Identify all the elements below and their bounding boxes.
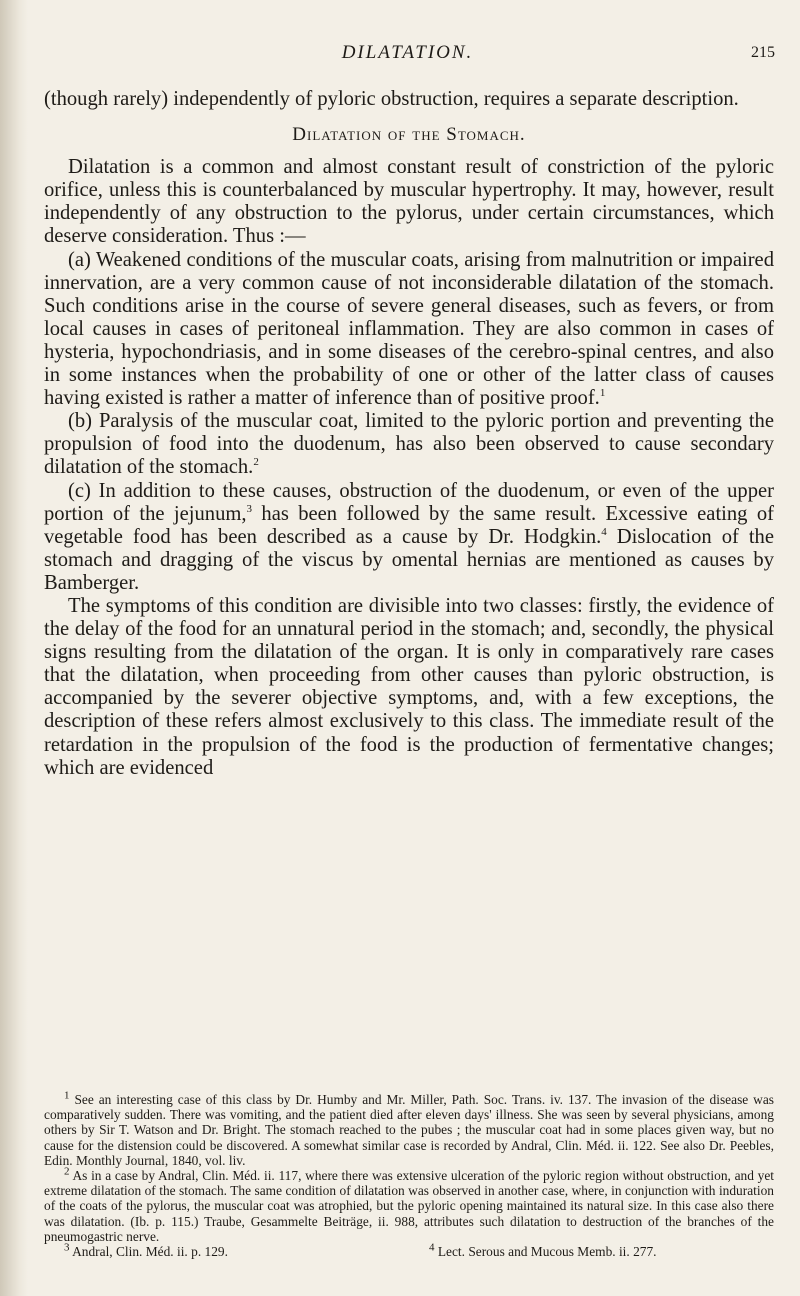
footnote-4-text: Lect. Serous and Mucous Memb. ii. 277. <box>434 1244 657 1260</box>
paragraph-cause-b <box>44 410 774 479</box>
footnote-ref-4: 4 <box>601 525 607 538</box>
main-text <box>44 88 774 780</box>
footnote-2-text: As in a case by Andral, Clin. Méd. ii. 117, where there was extensive ulceration of the pyloric region without obstruction, and yet extreme dilatation of the stomach. The same condition of dilatation was observed in another case, where, in conjunction with induration of the coats of the pylorus, the muscular coat was atrophied, but the pyloric opening maintained its natural size. In this case also there was dilatation. (Ib. p. 115.) Traube, Gesammelte Beiträge, ii. 988, attributes such dilatation to destruction of the branches of the pneumogastric nerve. <box>44 1168 774 1244</box>
footnote-ref-3: 3 <box>246 502 253 515</box>
cause-c-text-1: (c) In addition to these causes, obstruction of the duodenum, or even of the upper portion of the jejunum, <box>44 479 774 525</box>
footnote-1-mark: 1 <box>64 1089 70 1102</box>
footnote-3 <box>44 1241 409 1260</box>
footnote-ref-1: 1 <box>599 387 606 400</box>
footnote-2-mark: 2 <box>64 1165 70 1178</box>
paragraph-cause-a <box>44 249 774 411</box>
footnote-ref-2: 2 <box>253 456 259 469</box>
paragraph-dilatation: Dilatation is a common and almost constant result of constriction of the pyloric orifice, unless this is counterbalanced by muscular hypertrophy. It may, however, result independently of any obstruction to the pylorus, under certain circumstances, which deserve consideration. Thus :— <box>44 156 774 248</box>
paragraph-intro: (though rarely) independently of pyloric obstruction, requires a separate description. <box>44 88 739 110</box>
page-number: 215 <box>751 44 775 61</box>
footnote-4-mark: 4 <box>429 1241 435 1254</box>
cause-a-text: (a) Weakened conditions of the muscular coats, arising from malnutrition or impaired innervation, are a very common cause of not inconsiderable dilatation of the stomach. Such conditions arise in the course of severe general diseases, such as fevers, or from local causes in cases of peritoneal inflammation. They are also common in cases of hysteria, hypochondriasis, and in some diseases of the cerebro-spinal centres, and also in some instances when the probability of one or other of the latter class of causes having existed is rather a matter of inference than of positive proof. <box>44 248 774 410</box>
footnote-row-3-4 <box>44 1241 774 1260</box>
cause-b-text: (b) Paralysis of the muscular coat, limited to the pyloric portion and preventing the propulsion of food into the duodenum, has also been observed to cause secondary dilatation of the stomach. <box>44 410 774 479</box>
footnotes <box>44 1089 774 1260</box>
paragraph-symptoms: The symptoms of this condition are divisible into two classes: firstly, the evidence of the delay of the food for an unnatural period in the stomach; and, secondly, the physical signs resulting from the dilatation of the organ. It is only in comparatively rare cases that the dilatation, when proceeding from other causes than pyloric obstruction, is accompanied by the severer objective symptoms, and, with a few exceptions, the description of these refers almost exclusively to this class. The immediate result of the retardation in the propulsion of the food is the production of fermentative changes; which are evidenced <box>44 594 774 779</box>
page-gutter-shadow <box>0 0 28 1296</box>
footnote-3-text: Andral, Clin. Méd. ii. p. 129. <box>69 1244 228 1260</box>
footnote-2 <box>44 1165 774 1244</box>
footnote-3-mark: 3 <box>64 1241 70 1254</box>
paragraph-cause-c <box>44 480 774 595</box>
footnote-1 <box>44 1089 774 1168</box>
footnote-1-text: See an interesting case of this class by Dr. Humby and Mr. Miller, Path. Soc. Trans. iv. 137. The invasion of the disease was comparatively sudden. There was vomiting, and the patient died after eleven days' illness. She was seen by several physicians, among others by Sir T. Watson and Dr. Bright. The stomach reached to the pubes ; the muscular coat had in some places given way, but no cause for the distension could be discovered. A somewhat similar case is recorded by Andral, Clin. Méd. ii. 122. See also Dr. Peebles, Edin. Monthly Journal, 1840, vol. liv. <box>44 1092 774 1168</box>
page-header <box>40 42 775 68</box>
section-heading: Dilatation of the Stomach. <box>292 124 526 146</box>
running-title: DILATATION. <box>341 42 474 63</box>
footnote-4 <box>409 1241 774 1260</box>
cause-c-text-2: has been followed by the same result. Excessive eating of vegetable food has been described as a cause by Dr. Hodgkin. <box>44 502 774 548</box>
cause-c-text-3: Dislocation of the stomach and dragging of the viscus by omental hernias are mentioned as causes by Bamberger. <box>44 525 774 594</box>
